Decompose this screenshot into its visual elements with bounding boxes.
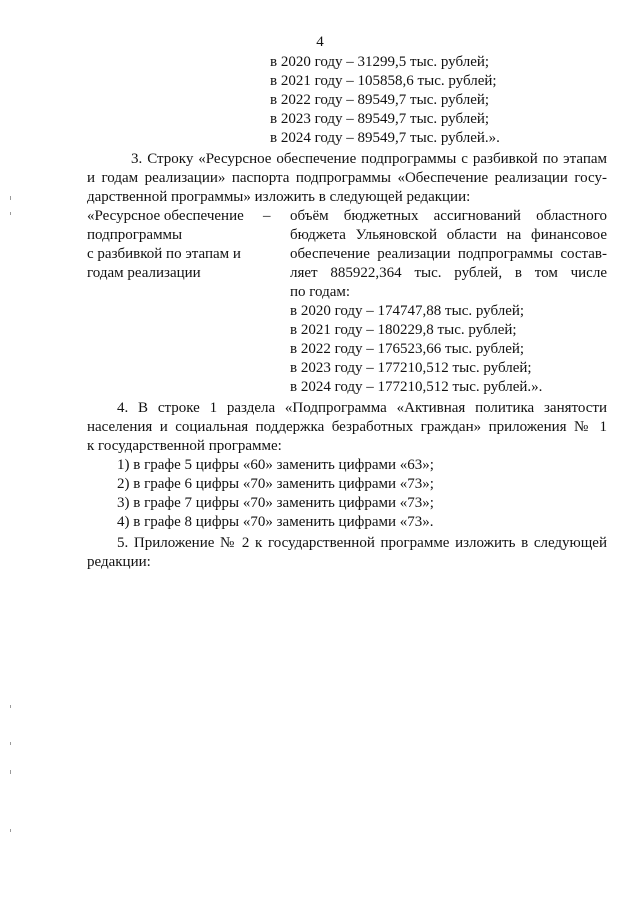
year-line: в 2021 году – 105858,6 тыс. рублей; (270, 73, 497, 89)
paragraph-line: и годам реализации» паспорта подпрограммы «Обеспечение реализации госу- (87, 170, 607, 186)
subitem-line: 2) в графе 6 цифры «70» заменить цифрами «73»; (117, 476, 434, 492)
resource-year-line: в 2024 году – 177210,512 тыс. рублей.». (290, 379, 543, 395)
resource-value-line: бюджета Ульяновской области на финансовое (290, 227, 607, 243)
scan-mark (10, 212, 11, 215)
resource-year-line: в 2020 году – 174747,88 тыс. рублей; (290, 303, 525, 319)
paragraph-line: 4. В строке 1 раздела «Подпрограмма «Активная политика занятости (117, 400, 607, 416)
resource-label-line: подпрограммы (87, 227, 183, 243)
resource-year-line: в 2021 году – 180229,8 тыс. рублей; (290, 322, 517, 338)
year-line: в 2020 году – 31299,5 тыс. рублей; (270, 54, 490, 70)
resource-label-line: годам реализации (87, 265, 201, 281)
scan-mark (10, 705, 11, 708)
scan-mark (10, 196, 11, 200)
paragraph-line: 5. Приложение № 2 к государственной программе изложить в следующей (117, 535, 607, 551)
scan-mark (10, 770, 11, 774)
subitem-line: 3) в графе 7 цифры «70» заменить цифрами «73»; (117, 495, 434, 511)
resource-year-line: в 2022 году – 176523,66 тыс. рублей; (290, 341, 525, 357)
paragraph-line: 3. Строку «Ресурсное обеспечение подпрограммы с разбивкой по этапам (131, 151, 607, 167)
paragraph-line: дарственной программы» изложить в следующей редакции: (87, 189, 471, 205)
subitem-line: 1) в графе 5 цифры «60» заменить цифрами «63»; (117, 457, 434, 473)
year-line: в 2023 году – 89549,7 тыс. рублей; (270, 111, 490, 127)
resource-label-line: «Ресурсное обеспечение (87, 208, 244, 224)
paragraph-line: к государственной программе: (87, 438, 282, 454)
scan-mark (10, 829, 11, 832)
paragraph-line: населения и социальная поддержка безработных граждан» приложения № 1 (87, 419, 607, 435)
resource-value-line: по годам: (290, 284, 351, 300)
subitem-line: 4) в графе 8 цифры «70» заменить цифрами «73». (117, 514, 434, 530)
resource-year-line: в 2023 году – 177210,512 тыс. рублей; (290, 360, 532, 376)
resource-value-line: обеспечение реализации подпрограммы состав- (290, 246, 607, 262)
page-number: 4 (316, 34, 324, 50)
row-dash: – (263, 208, 271, 224)
resource-value-line: объём бюджетных ассигнований областного (290, 208, 607, 224)
resource-label-line: с разбивкой по этапам и (87, 246, 241, 262)
year-line: в 2022 году – 89549,7 тыс. рублей; (270, 92, 490, 108)
scan-mark (10, 742, 11, 745)
year-line: в 2024 году – 89549,7 тыс. рублей.». (270, 130, 500, 146)
paragraph-line: редакции: (87, 554, 151, 570)
resource-value-line: ляет 885922,364 тыс. рублей, в том числе (290, 265, 607, 281)
